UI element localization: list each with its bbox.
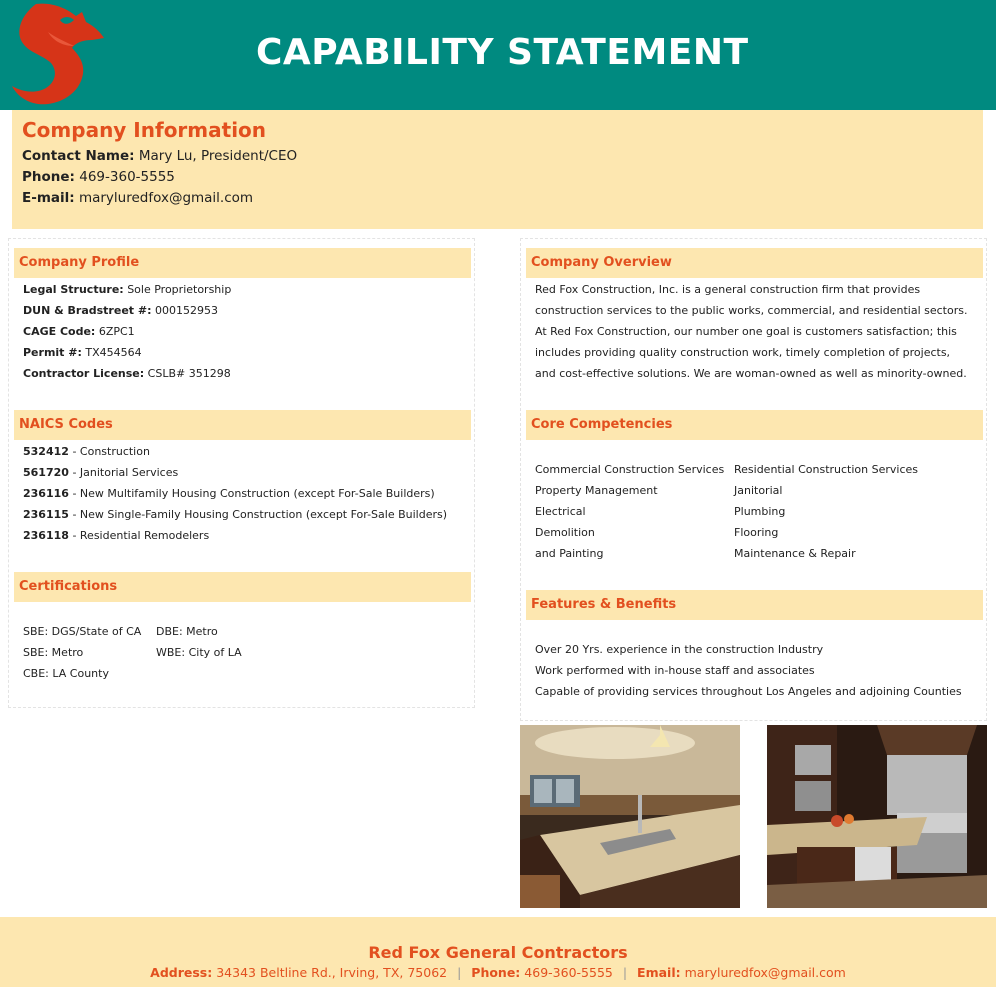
footer-email-label: Email: <box>637 965 681 980</box>
email-row <box>22 188 973 209</box>
left-column <box>8 238 475 708</box>
kitchen-photo-1 <box>520 725 740 908</box>
core-competencies-heading: Core Competencies <box>526 410 983 440</box>
company-information-panel <box>12 110 983 229</box>
email-value[interactable]: maryluredfox@gmail.com <box>78 190 254 206</box>
kitchen-photo-2 <box>767 725 987 908</box>
feature-item: Capable of providing services throughout Los Angeles and adjoining Counties <box>535 685 962 698</box>
feature-item: Work performed with in-house staff and associates <box>535 664 815 677</box>
competency-item: and Painting <box>535 547 604 560</box>
company-profile-list <box>23 279 231 384</box>
profile-value: Sole Proprietorship <box>127 283 232 296</box>
phone-label: Phone: <box>22 169 75 185</box>
profile-row <box>23 300 231 321</box>
naics-desc: - New Single-Family Housing Construction (except For-Sale Builders) <box>72 508 448 521</box>
competency-item: Plumbing <box>734 505 786 518</box>
footer-address-label: Address: <box>150 965 213 980</box>
profile-label: CAGE Code: <box>23 325 96 338</box>
company-information-title: Company Information <box>22 118 267 142</box>
profile-row <box>23 363 231 384</box>
naics-desc: - Residential Remodelers <box>72 529 210 542</box>
feature-item: Over 20 Yrs. experience in the construction Industry <box>535 643 824 656</box>
certifications-list <box>23 621 296 684</box>
naics-code: 236116 <box>23 487 69 500</box>
competency-item: Demolition <box>535 526 595 539</box>
competency-item: Electrical <box>535 505 586 518</box>
features-benefits-heading: Features & Benefits <box>526 590 983 620</box>
competency-item: Commercial Construction Services <box>535 463 725 476</box>
profile-value: CSLB# 351298 <box>147 367 231 380</box>
profile-value: 6ZPC1 <box>98 325 135 338</box>
contact-name-value: Mary Lu, President/CEO <box>138 148 298 164</box>
profile-row <box>23 342 231 363</box>
footer <box>0 917 996 987</box>
competency-item: Residential Construction Services <box>734 463 919 476</box>
competency-item: Janitorial <box>734 484 783 497</box>
certification-item: DBE: Metro <box>156 625 218 638</box>
naics-row <box>23 462 447 483</box>
company-profile-heading: Company Profile <box>14 248 471 278</box>
company-overview-heading: Company Overview <box>526 248 983 278</box>
certifications-heading: Certifications <box>14 572 471 602</box>
certification-item: SBE: DGS/State of CA <box>23 625 142 638</box>
naics-code: 236118 <box>23 529 69 542</box>
footer-address-value: 34343 Beltline Rd., Irving, TX, 75062 <box>216 965 448 980</box>
footer-phone-label: Phone: <box>471 965 521 980</box>
naics-desc: - Construction <box>72 445 150 458</box>
footer-separator: | <box>457 965 462 980</box>
header-banner <box>0 0 996 110</box>
competency-item: Flooring <box>734 526 779 539</box>
kitchen-island-image-icon <box>520 725 740 908</box>
contact-name-row <box>22 146 973 167</box>
profile-label: Legal Structure: <box>23 283 124 296</box>
naics-desc: - New Multifamily Housing Construction (except For-Sale Builders) <box>72 487 435 500</box>
competency-item: Maintenance & Repair <box>734 547 856 560</box>
naics-codes-list <box>23 441 447 546</box>
page-title: CAPABILITY STATEMENT <box>256 32 749 73</box>
red-fox-logo-icon <box>8 2 108 106</box>
profile-label: Permit #: <box>23 346 82 359</box>
core-competencies-list <box>535 459 954 564</box>
naics-row <box>23 504 447 525</box>
naics-code: 532412 <box>23 445 69 458</box>
profile-row <box>23 279 231 300</box>
kitchen-range-image-icon <box>767 725 987 908</box>
phone-value: 469-360-5555 <box>79 169 175 185</box>
footer-phone-value: 469-360-5555 <box>524 965 613 980</box>
profile-label: Contractor License: <box>23 367 145 380</box>
footer-separator: | <box>622 965 628 980</box>
email-label: E-mail: <box>22 190 75 206</box>
naics-row <box>23 483 447 504</box>
naics-row <box>23 525 447 546</box>
naics-code: 561720 <box>23 466 69 479</box>
profile-label: DUN & Bradstreet #: <box>23 304 152 317</box>
certification-item: WBE: City of LA <box>156 646 242 659</box>
footer-company-name: Red Fox General Contractors <box>368 943 628 962</box>
features-benefits-list <box>535 639 962 702</box>
right-column <box>520 238 987 721</box>
naics-row <box>23 441 447 462</box>
profile-row <box>23 321 231 342</box>
contact-name-label: Contact Name: <box>22 148 135 164</box>
profile-value: TX454564 <box>85 346 142 359</box>
footer-contact-line <box>0 965 996 980</box>
profile-value: 000152953 <box>154 304 218 317</box>
certification-item: SBE: Metro <box>23 646 84 659</box>
phone-row <box>22 167 973 188</box>
footer-email-value[interactable]: maryluredfox@gmail.com <box>684 965 846 980</box>
certification-item: CBE: LA County <box>23 667 109 680</box>
naics-desc: - Janitorial Services <box>72 466 179 479</box>
naics-codes-heading: NAICS Codes <box>14 410 471 440</box>
company-overview-text: Red Fox Construction, Inc. is a general construction firm that provides construction services to the public works, commercial, and residential sectors. At Red Fox Construction, our number one goal is customers satisfaction; this includes providing quality construction work, timely completion of projects, and cost-effective solutions. We are woman-owned as well as minority-owned. <box>535 283 968 380</box>
naics-code: 236115 <box>23 508 69 521</box>
competency-item: Property Management <box>535 484 658 497</box>
